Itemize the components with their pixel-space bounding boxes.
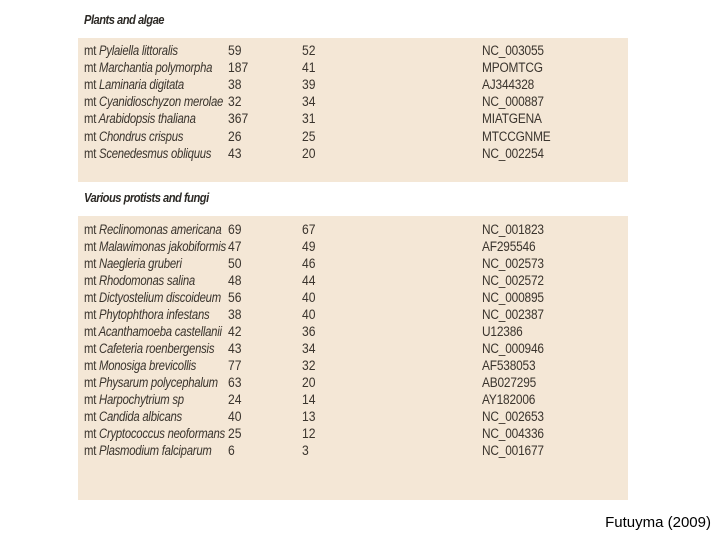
table-row xyxy=(78,128,628,145)
value-cell: 25 xyxy=(302,128,316,144)
accession-cell: NC_004336 xyxy=(482,426,544,441)
species-cell xyxy=(84,391,184,408)
citation: Futuyma (2009) xyxy=(605,514,711,531)
species-name: Naegleria gruberi xyxy=(99,256,182,271)
gene-count-cell: 25 xyxy=(228,426,242,441)
prefix-label: mt xyxy=(84,128,97,144)
value-cell: 40 xyxy=(302,290,316,305)
gene-count-cell: 26 xyxy=(228,128,242,144)
table-row xyxy=(78,145,628,162)
prefix-label: mt xyxy=(84,145,97,161)
value-cell: 52 xyxy=(302,43,316,58)
species-cell xyxy=(84,59,212,76)
gene-count-cell: 43 xyxy=(228,145,242,161)
gene-count-cell: 43 xyxy=(228,341,242,356)
accession-cell: NC_000946 xyxy=(482,341,544,356)
gene-count-cell: 77 xyxy=(228,358,242,373)
gene-count-cell: 40 xyxy=(228,409,242,424)
table-row xyxy=(78,340,628,357)
table-row xyxy=(78,289,628,306)
species-cell xyxy=(84,255,182,272)
species-cell xyxy=(84,357,196,374)
prefix-label: mt xyxy=(84,307,97,322)
accession-cell: NC_000895 xyxy=(482,290,544,305)
accession-cell: MIATGENA xyxy=(482,111,542,127)
table-panel-plants xyxy=(78,38,628,182)
value-cell: 36 xyxy=(302,324,316,339)
prefix-label: mt xyxy=(84,324,97,339)
value-cell: 13 xyxy=(302,409,316,424)
accession-cell: NC_002653 xyxy=(482,409,544,424)
species-cell xyxy=(84,221,221,238)
species-cell xyxy=(84,340,214,357)
value-cell: 46 xyxy=(302,256,316,271)
species-cell xyxy=(84,408,182,425)
species-name: Phytophthora infestans xyxy=(99,307,210,322)
table-row xyxy=(78,374,628,391)
table-row xyxy=(78,425,628,442)
species-name: Marchantia polymorpha xyxy=(99,60,213,76)
value-cell: 14 xyxy=(302,392,316,407)
accession-cell: NC_002387 xyxy=(482,307,544,322)
value-cell: 40 xyxy=(302,307,316,322)
prefix-label: mt xyxy=(84,239,97,254)
species-name: Reclinomonas americana xyxy=(99,222,222,237)
accession-cell: NC_002572 xyxy=(482,273,544,288)
species-cell xyxy=(84,110,196,127)
species-name: Harpochytrium sp xyxy=(99,392,184,407)
species-name: Dictyostelium discoideum xyxy=(99,290,221,305)
species-cell xyxy=(84,238,226,255)
table-row xyxy=(78,323,628,340)
value-cell: 34 xyxy=(302,341,316,356)
species-name: Physarum polycephalum xyxy=(99,375,218,390)
accession-cell: NC_001823 xyxy=(482,222,544,237)
prefix-label: mt xyxy=(84,94,97,110)
table-row xyxy=(78,221,628,238)
accession-cell: NC_003055 xyxy=(482,43,544,58)
value-cell: 12 xyxy=(302,426,316,441)
species-name: Cafeteria roenbergensis xyxy=(99,341,215,356)
gene-count-cell: 63 xyxy=(228,375,242,390)
gene-count-cell: 38 xyxy=(228,77,242,93)
species-cell xyxy=(84,93,223,110)
prefix-label: mt xyxy=(84,358,97,373)
species-name: Scenedesmus obliquus xyxy=(99,145,212,161)
prefix-label: mt xyxy=(84,222,97,237)
prefix-label: mt xyxy=(84,443,97,458)
species-name: Chondrus crispus xyxy=(99,128,184,144)
species-cell xyxy=(84,76,184,93)
species-name: Acanthamoeba castellanii xyxy=(98,324,222,339)
table-row xyxy=(78,408,628,425)
accession-cell: NC_002573 xyxy=(482,256,544,271)
table-row xyxy=(78,357,628,374)
accession-cell: MTCCGNME xyxy=(482,128,551,144)
value-cell: 32 xyxy=(302,358,316,373)
value-cell: 39 xyxy=(302,77,316,93)
prefix-label: mt xyxy=(84,290,97,305)
accession-cell: MPOMTCG xyxy=(482,60,543,76)
accession-cell: AY182006 xyxy=(482,392,536,407)
table-row xyxy=(78,306,628,323)
species-name: Laminaria digitata xyxy=(99,77,184,93)
gene-count-cell: 56 xyxy=(228,290,242,305)
accession-cell: U12386 xyxy=(482,324,523,339)
species-name: Monosiga brevicollis xyxy=(99,358,197,373)
table-row xyxy=(78,272,628,289)
accession-cell: AJ344328 xyxy=(482,77,535,93)
species-cell xyxy=(84,442,212,459)
species-name: Malawimonas jakobiformis xyxy=(99,239,226,254)
section-title-protists: Various protists and fungi xyxy=(84,190,209,205)
accession-cell: NC_002254 xyxy=(482,145,544,161)
value-cell: 31 xyxy=(302,111,316,127)
prefix-label: mt xyxy=(84,60,97,76)
species-cell xyxy=(84,145,211,162)
table-row xyxy=(78,59,628,76)
accession-cell: AF538053 xyxy=(482,358,536,373)
prefix-label: mt xyxy=(84,341,97,356)
accession-cell: AF295546 xyxy=(482,239,536,254)
section-title-plants: Plants and algae xyxy=(84,12,164,27)
gene-count-cell: 6 xyxy=(228,443,235,458)
value-cell: 49 xyxy=(302,239,316,254)
prefix-label: mt xyxy=(84,43,97,58)
prefix-label: mt xyxy=(84,273,97,288)
value-cell: 67 xyxy=(302,222,316,237)
species-cell xyxy=(84,128,183,145)
species-cell xyxy=(84,323,222,340)
species-name: Arabidopsis thaliana xyxy=(98,111,196,127)
prefix-label: mt xyxy=(84,375,97,390)
prefix-label: mt xyxy=(84,392,97,407)
species-cell xyxy=(84,272,195,289)
species-name: Plasmodium falciparum xyxy=(99,443,212,458)
gene-count-cell: 59 xyxy=(228,43,242,58)
table-row xyxy=(78,42,628,59)
value-cell: 44 xyxy=(302,273,316,288)
table-row xyxy=(78,255,628,272)
accession-cell: NC_001677 xyxy=(482,443,544,458)
table-row xyxy=(78,93,628,110)
prefix-label: mt xyxy=(84,111,97,127)
species-name: Pylaiella littoralis xyxy=(99,43,178,58)
species-name: Cyanidioschyzon merolae xyxy=(99,94,224,110)
gene-count-cell: 42 xyxy=(228,324,242,339)
species-name: Cryptococcus neoformans xyxy=(99,426,225,441)
prefix-label: mt xyxy=(84,77,97,93)
prefix-label: mt xyxy=(84,256,97,271)
prefix-label: mt xyxy=(84,426,97,441)
table-row xyxy=(78,110,628,127)
gene-count-cell: 32 xyxy=(228,94,242,110)
gene-count-cell: 24 xyxy=(228,392,242,407)
table-row xyxy=(78,391,628,408)
gene-count-cell: 69 xyxy=(228,222,242,237)
species-cell xyxy=(84,306,209,323)
species-cell xyxy=(84,42,178,59)
gene-count-cell: 47 xyxy=(228,239,242,254)
species-name: Candida albicans xyxy=(99,409,182,424)
value-cell: 3 xyxy=(302,443,309,458)
species-cell xyxy=(84,289,221,306)
gene-count-cell: 187 xyxy=(228,60,249,76)
species-name: Rhodomonas salina xyxy=(99,273,195,288)
value-cell: 34 xyxy=(302,94,316,110)
value-cell: 20 xyxy=(302,145,316,161)
table-panel-protists xyxy=(78,216,628,500)
table-row xyxy=(78,442,628,459)
gene-count-cell: 50 xyxy=(228,256,242,271)
value-cell: 20 xyxy=(302,375,316,390)
value-cell: 41 xyxy=(302,60,316,76)
gene-count-cell: 38 xyxy=(228,307,242,322)
accession-cell: NC_000887 xyxy=(482,94,544,110)
table-row xyxy=(78,76,628,93)
accession-cell: AB027295 xyxy=(482,375,537,390)
species-cell xyxy=(84,425,225,442)
gene-count-cell: 48 xyxy=(228,273,242,288)
table-row xyxy=(78,238,628,255)
species-cell xyxy=(84,374,218,391)
gene-count-cell: 367 xyxy=(228,111,249,127)
prefix-label: mt xyxy=(84,409,97,424)
